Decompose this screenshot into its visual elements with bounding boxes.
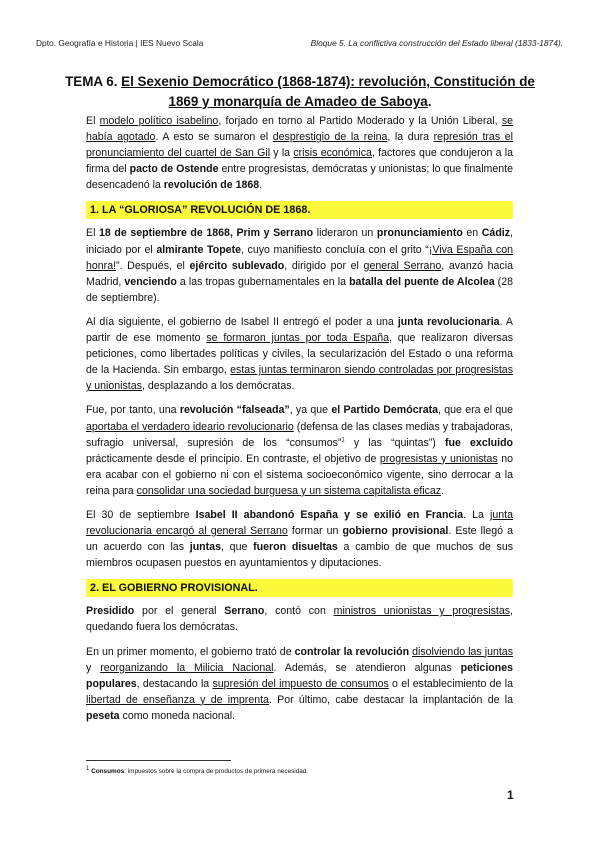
text-run: (defensa de las clases medias y trabajadoras, sufragio universal, supresión de los “consumos”: [86, 420, 513, 449]
text-run: , dirigido por el: [284, 259, 364, 272]
text-run: El: [86, 115, 100, 127]
underlined-text: reorganizando la Milicia Nacional: [100, 661, 274, 674]
text-run: . A partir de ese momento: [86, 315, 513, 345]
text-run: prácticamente desde el principio. En contraste, el objetivo de: [86, 452, 380, 465]
text-run: , quedando fuera los demócratas.: [86, 605, 513, 634]
bold-text: Isabel II abandonó España y se exilió en Francia: [195, 508, 464, 521]
paragraph: [86, 402, 513, 499]
text-run: .: [259, 179, 263, 192]
text-run: , que realizaron diversas peticiones, como libertades políticas y civiles, la secularización del Estado o una reforma de la Hacienda. Sin embargo,: [86, 332, 513, 377]
header-block-title: Bloque 5. La conflictiva construcción del Estado liberal (1833-1874).: [310, 38, 563, 48]
bold-text: fue excluido: [444, 436, 514, 449]
underlined-text: estas juntas terminaron siendo controladas por progresistas y unionistas: [86, 364, 514, 393]
text-run: no era acabar con el gobierno ni con el sistema socioeconómico vigente, sino derrocar a la reina para: [86, 452, 513, 497]
text-run: entre progresistas, demócratas y unionistas; lo que finalmente desencadenó la: [86, 163, 513, 192]
text-run: lideraron un: [313, 227, 377, 240]
footnote-term: Consumos: [91, 768, 125, 775]
paragraph: [86, 225, 513, 305]
underlined-text: libertad de enseñanza y de imprenta: [86, 693, 269, 706]
bold-text: juntas: [189, 541, 221, 554]
text-run: Al día siguiente, el gobierno de Isabel II entregó el poder a una: [86, 315, 398, 328]
paragraph: [86, 314, 513, 394]
bold-text: pacto de Ostende: [129, 163, 219, 176]
text-run: , destacando la: [136, 677, 213, 690]
footnote-marker: 1: [86, 765, 90, 772]
text-run: , ya que: [289, 404, 332, 417]
bold-text: junta revolucionaria: [397, 315, 500, 328]
document-body: [86, 113, 513, 732]
section-heading-gobierno-provisional: 2. EL GOBIERNO PROVISIONAL.: [86, 579, 513, 597]
underlined-text: se formaron juntas por toda España: [206, 332, 390, 345]
text-run: .: [441, 484, 445, 497]
underlined-text: junta revolucionaria encargó al general Serrano: [86, 508, 513, 538]
underlined-text: aportaba el verdadero ideario revolucionario: [86, 420, 294, 433]
text-run: como moneda nacional.: [119, 709, 236, 722]
bold-text: Cádiz: [481, 227, 511, 240]
page-number: 1: [507, 788, 514, 802]
text-run: ”. Después, el: [116, 259, 190, 272]
text-run: , avanzó hacia Madrid,: [86, 259, 513, 288]
text-run: , cuyo manifiesto concluía con el grito “: [240, 243, 429, 256]
footnote-ref: 1: [341, 437, 345, 444]
paragraph: [86, 644, 513, 724]
underlined-text: disolviendo las juntas: [412, 645, 513, 658]
underlined-text: se había agotado: [86, 115, 514, 144]
title-main: El Sexenio Democrático (1868-1874): revolución, Constitución de 1869 y monarquía de Amadeo de Saboya: [121, 74, 535, 109]
title-prefix: TEMA 6.: [65, 74, 122, 89]
bold-text: batalla del puente de Alcolea: [349, 275, 495, 288]
bold-text: venciendo: [124, 275, 177, 288]
underlined-text: represión tras el pronunciamiento del cuartel de San Gil: [86, 131, 513, 160]
title-suffix: .: [427, 94, 432, 109]
text-run: . A esto se sumaron el: [155, 131, 273, 144]
bold-text: Serrano: [224, 605, 265, 618]
bold-text: ejército sublevado: [189, 259, 285, 272]
bold-text: fueron disueltas: [253, 541, 338, 554]
text-run: , que era el que: [438, 404, 514, 417]
text-run: y las “quintas”): [344, 436, 445, 449]
bold-text: el Partido Demócrata: [331, 404, 439, 417]
page-title: [60, 72, 540, 112]
bold-text: 18 de septiembre de 1868, Prim y Serrano: [99, 227, 314, 240]
text-run: , contó con: [264, 605, 334, 618]
text-run: , la dura: [387, 131, 434, 144]
text-run: El: [86, 227, 100, 240]
bold-text: controlar la revolución: [294, 645, 410, 658]
paragraph: [86, 603, 513, 635]
text-run: formar un: [287, 525, 343, 538]
underlined-text: modelo político isabelino: [99, 115, 219, 127]
text-run: . Este llegó a un acuerdo con las: [86, 525, 513, 554]
text-run: o el establecimiento de la: [388, 677, 513, 690]
text-run: a las tropas gubernamentales en la: [176, 275, 350, 288]
bold-text: peseta: [86, 709, 120, 722]
intro-paragraph: [86, 113, 513, 193]
text-run: y la: [270, 147, 294, 160]
text-run: a cambio de que muchos de sus miembros ocupasen puestos en ayuntamientos y diputaciones.: [86, 541, 514, 570]
text-run: , iniciado por el: [86, 227, 513, 256]
text-run: , desplazando a los demócratas.: [141, 380, 295, 393]
underlined-text: ¡Viva España con honra!: [86, 243, 513, 272]
paragraph: [86, 507, 513, 571]
underlined-text: consolidar una sociedad burguesa y un sistema capitalista eficaz: [136, 484, 442, 497]
underlined-text: supresión del impuesto de consumos: [212, 677, 389, 690]
bold-text: gobierno provisional: [342, 525, 449, 538]
footnote-divider: [86, 760, 231, 761]
footnote-text: : impuestos sobre la compra de productos de primera necesidad.: [124, 768, 309, 775]
text-run: El 30 de septiembre: [86, 508, 196, 521]
bold-text: peticiones populares: [86, 661, 513, 690]
header-department: Dpto. Geografía e Historia | IES Nuevo Scala: [36, 38, 204, 48]
text-run: (28 de septiembre).: [86, 275, 513, 304]
text-run: y: [86, 661, 101, 674]
text-run: , que: [220, 541, 254, 554]
bold-text: revolución de 1868: [163, 179, 260, 192]
underlined-text: ministros unionistas y progresistas: [333, 605, 511, 618]
text-run: . Por último, cabe destacar la implantación de la: [268, 693, 513, 706]
underlined-text: crisis económica: [293, 147, 372, 160]
text-run: , factores que condujeron a la firma del: [86, 147, 514, 176]
text-run: . Además, se atendieron algunas: [273, 661, 461, 674]
footnote: [86, 765, 309, 775]
bold-text: Presidido: [86, 605, 135, 618]
underlined-text: general Serrano: [363, 259, 442, 272]
text-run: por el general: [134, 605, 225, 618]
section-heading-revolucion: 1. LA “GLORIOSA” REVOLUCIÓN DE 1868.: [86, 201, 513, 219]
underlined-text: progresistas y unionistas: [379, 452, 498, 465]
bold-text: pronunciamiento: [376, 227, 463, 240]
text-run: . La: [463, 508, 491, 521]
bold-text: revolución “falseada”: [179, 404, 290, 417]
underlined-text: desprestigio de la reina: [272, 131, 388, 144]
bold-text: almirante Topete: [156, 243, 241, 256]
text-run: , forjado en torno al Partido Moderado y la Unión Liberal,: [218, 115, 502, 127]
text-run: Fue, por tanto, una: [86, 404, 180, 417]
text-run: en: [462, 227, 482, 240]
text-run: En un primer momento, el gobierno trató de: [86, 645, 295, 658]
